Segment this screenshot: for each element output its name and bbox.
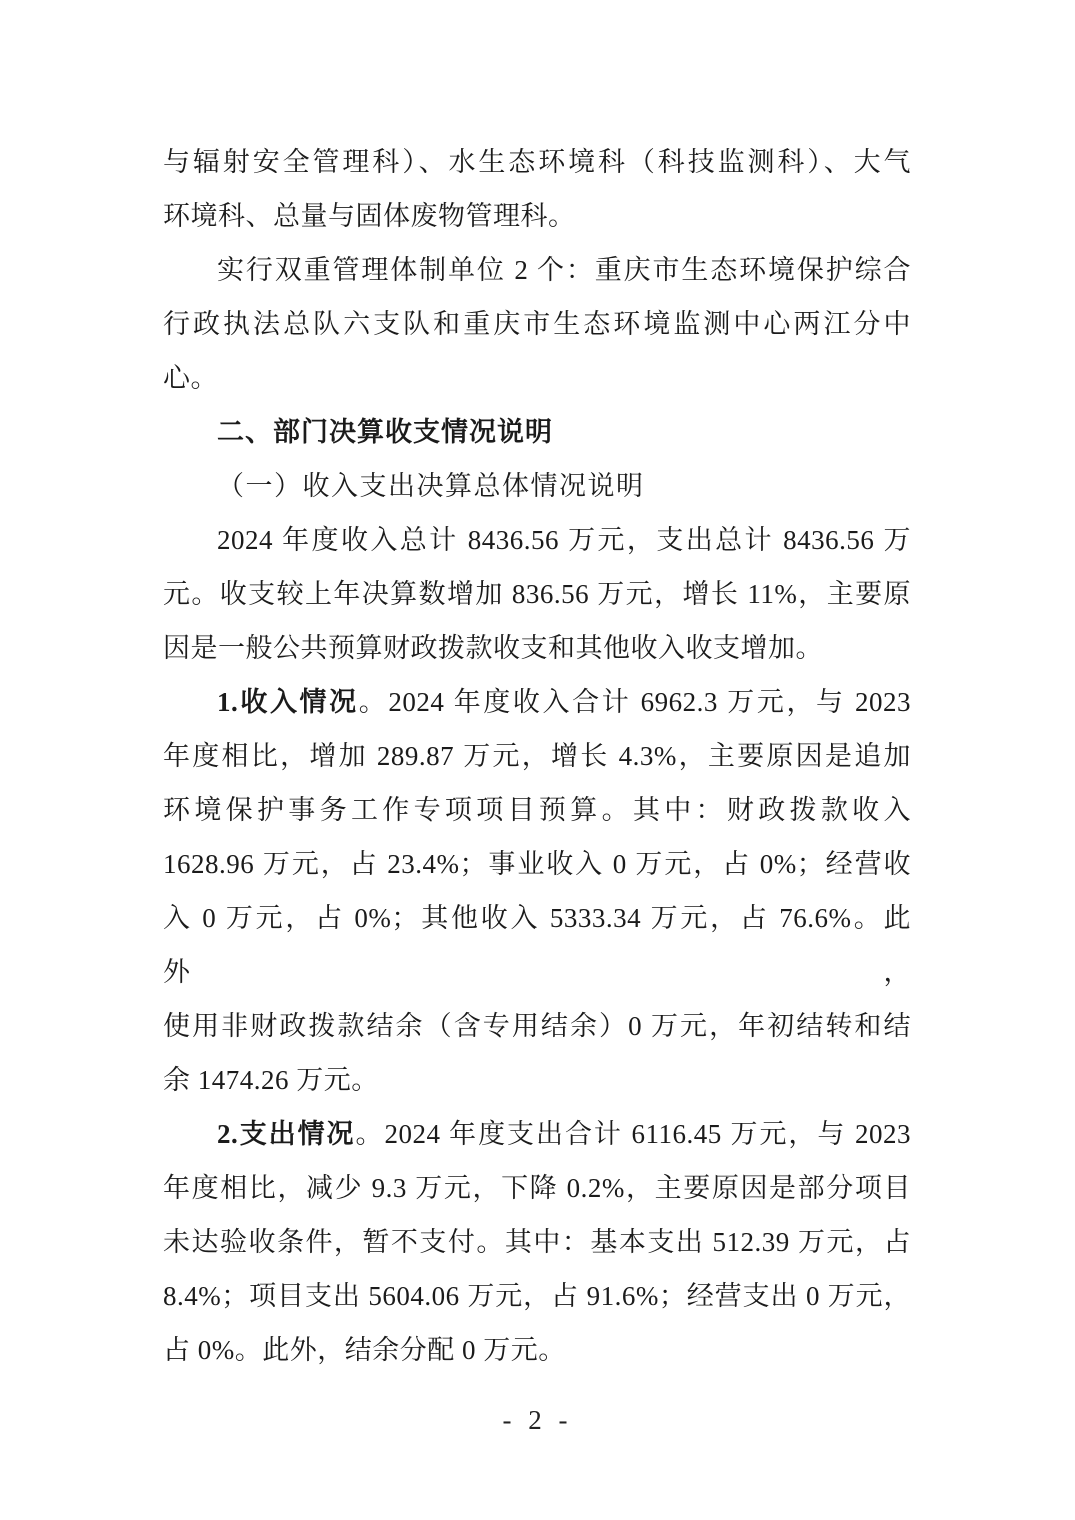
text-line: 年度相比，减少 9.3 万元，下降 0.2%，主要原因是部分项目 <box>163 1173 911 1203</box>
text-line: 余 1474.26 万元。 <box>163 1065 379 1095</box>
text-line: 环境科、总量与固体废物管理科。 <box>163 201 576 231</box>
page-number: - 2 - <box>502 1405 573 1435</box>
text-line: 环境保护事务工作专项项目预算。其中：财政拨款收入 <box>163 795 911 825</box>
text-line <box>163 675 911 729</box>
bold-lead: 2.支出情况 <box>217 1119 356 1149</box>
bold-lead: 1.收入情况 <box>217 687 359 717</box>
text-line: 年度相比，增加 289.87 万元，增长 4.3%，主要原因是追加 <box>163 741 911 771</box>
text-line <box>163 1107 911 1161</box>
text-run: 。2024 年度收入合计 6962.3 万元，与 2023 <box>358 687 911 717</box>
text-line: 因是一般公共预算财政拨款收支和其他收入收支增加。 <box>163 633 823 663</box>
text-line: 心。 <box>163 363 218 393</box>
text-line: 与辐射安全管理科）、水生态环境科（科技监测科）、大气 <box>163 147 911 177</box>
text-line: 1628.96 万元，占 23.4%；事业收入 0 万元，占 0%；经营收 <box>163 849 911 879</box>
document-text-block <box>163 135 911 1377</box>
section-heading: 二、部门决算收支情况说明 <box>217 417 553 447</box>
text-line: 行政执法总队六支队和重庆市生态环境监测中心两江分中 <box>163 309 911 339</box>
text-line: 2024 年度收入总计 8436.56 万元，支出总计 8436.56 万 <box>217 525 911 555</box>
text-line: 未达验收条件，暂不支付。其中：基本支出 512.39 万元，占 <box>163 1227 911 1257</box>
text-line: 实行双重管理体制单位 2 个：重庆市生态环境保护综合 <box>217 255 911 285</box>
text-line: 8.4%；项目支出 5604.06 万元，占 91.6%；经营支出 0 万元， <box>163 1281 911 1311</box>
text-line: 入 0 万元，占 0%；其他收入 5333.34 万元，占 76.6%。此外， <box>163 903 911 987</box>
text-line: 元。收支较上年决算数增加 836.56 万元，增长 11%，主要原 <box>163 579 911 609</box>
subsection-heading: （一）收入支出决算总体情况说明 <box>217 471 645 501</box>
text-line: 使用非财政拨款结余（含专用结余）0 万元，年初结转和结 <box>163 1011 911 1041</box>
text-line: 占 0%。此外，结余分配 0 万元。 <box>163 1335 566 1365</box>
text-run: 。2024 年度支出合计 6116.45 万元，与 2023 <box>355 1119 911 1149</box>
